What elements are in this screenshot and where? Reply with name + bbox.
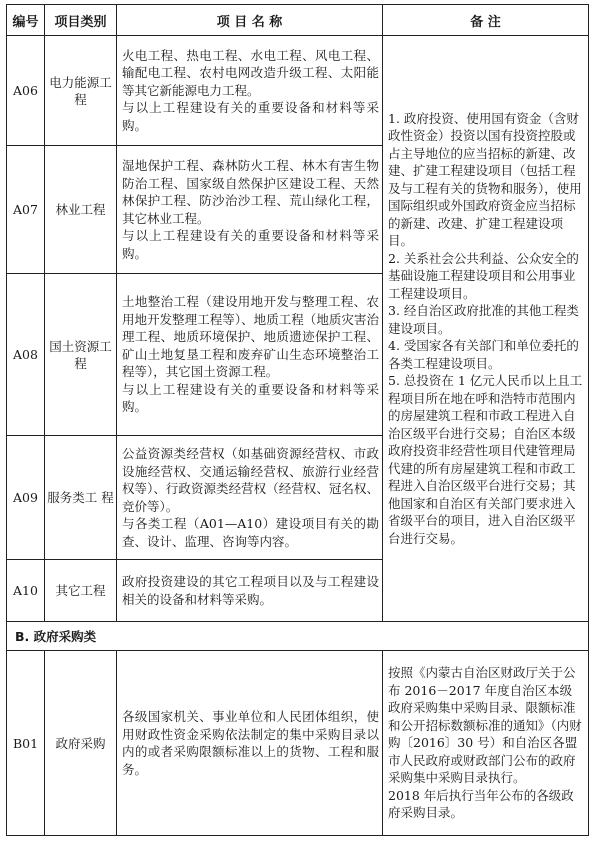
- project-category-table: [6, 4, 589, 836]
- row-code: A07: [7, 146, 45, 274]
- row-code: A10: [7, 560, 45, 622]
- table-row: [7, 36, 589, 146]
- note-item: 4. 受国家各有关部门和单位委托的各类工程建设项目。: [388, 338, 579, 371]
- row-name-line: 公益资源类经营权（如基础资源经营权、市政设施经营权、交通运输经营权、旅游行业经营权等）、行政资源类经营权（经营权、冠名权、竞价等）。: [122, 446, 379, 514]
- section-title: B. 政府采购类: [7, 622, 589, 651]
- header-row: [7, 5, 589, 36]
- note-item: 按照《内蒙古自治区财政厅关于公布 2016－2017 年度自治区本级政府采购集中采购目录、限额标准和公开招标数额标准的通知》（内财购〔2016〕30 号）和自治区各盟市人民政府或财政部门公布的政府采购集中采购目录执行。: [388, 665, 582, 786]
- row-name: [117, 274, 383, 436]
- row-name-line: 与以上工程建设有关的重要设备和材料等采购。: [122, 100, 379, 133]
- row-category: 电力能源工 程: [45, 36, 117, 146]
- header-notes: 备 注: [383, 5, 589, 36]
- row-category: 国土资源工 程: [45, 274, 117, 436]
- header-name: 项 目 名 称: [117, 5, 383, 36]
- note-item: 1. 政府投资、使用国有资金（含财政性资金）投资以国有投资控股或占主导地位的应当招标的新建、改建、扩建工程建设项目（包括工程及与工程有关的货物和服务），使用国际组织或外国政府资金应当招标的新建、改建、扩建工程建设项目。: [388, 110, 582, 249]
- row-name-line: 火电工程、热电工程、水电工程、风电工程、输配电工程、农村电网改造升级工程、太阳能等其它新能源电力工程。: [122, 47, 379, 98]
- row-category: 林业工程: [45, 146, 117, 274]
- notes-cell: [383, 651, 589, 836]
- note-item: 5. 总投资在 1 亿元人民币以上且工程项目所在地在呼和浩特市范围内的房屋建筑工程和市政工程进入自治区级平台进行交易；自治区本级政府投资非经营性项目代建管理局代建的所有房屋建筑工程和市政工程进入自治区级平台进行交易；其他国家和自治区有关部门要求进入省级平台的项目，进入自治区级平台进行交易。: [388, 373, 583, 546]
- note-item: 2018 年后执行当年公布的各级政府采购目录。: [388, 787, 574, 821]
- row-category: 其它工程: [45, 560, 117, 622]
- row-category: 服务类工 程: [45, 436, 117, 560]
- row-code: A09: [7, 436, 45, 560]
- row-name: [117, 560, 383, 622]
- row-name-line: 湿地保护工程、森林防火工程、林木有害生物防治工程、国家级自然保护区建设工程、天然林保护工程、防沙治沙工程、荒山绿化工程，其它林业工程。: [122, 158, 379, 226]
- note-item: 3. 经自治区政府批准的其他工程类建设项目。: [388, 303, 579, 336]
- table-row: [7, 651, 589, 836]
- row-code: B01: [7, 651, 45, 836]
- header-category: 项目类别: [45, 5, 117, 36]
- row-name-line: 政府投资建设的其它工程项目以及与工程建设相关的设备和材料等采购。: [122, 574, 379, 607]
- row-name-line: 与以上工程建设有关的重要设备和材料等采购。: [122, 381, 379, 415]
- row-code: A08: [7, 274, 45, 436]
- note-item: 2. 关系社会公共利益、公众安全的基础设施工程建设项目和公用事业工程建设项目。: [388, 250, 579, 301]
- row-name-line: 与以上工程建设有关的重要设备和材料等采购。: [122, 228, 379, 261]
- row-code: A06: [7, 36, 45, 146]
- section-row: [7, 622, 589, 651]
- row-name-line: 土地整治工程（建设用地开发与整理工程、农用地开发整理工程等）、地质工程（地质灾害治理工程、地质环境保护、地质遗迹保护工程、矿山土地复垦工程和废弃矿山生态环境整治工程等），其它国土资源工程。: [122, 294, 379, 380]
- row-name: [117, 146, 383, 274]
- notes-cell: [383, 36, 589, 622]
- header-code: 编号: [7, 5, 45, 36]
- row-category: 政府采购: [45, 651, 117, 836]
- row-name: [117, 36, 383, 146]
- row-name: [117, 436, 383, 560]
- row-name: 各级国家机关、事业单位和人民团体组织，使用财政性资金采购依法制定的集中采购目录以内的或者采购限额标准以上的货物、工程和服务。: [117, 651, 383, 836]
- row-name-line: 与各类工程（A01—A10）建设项目有关的勘查、设计、监理、咨询等内容。: [122, 516, 379, 549]
